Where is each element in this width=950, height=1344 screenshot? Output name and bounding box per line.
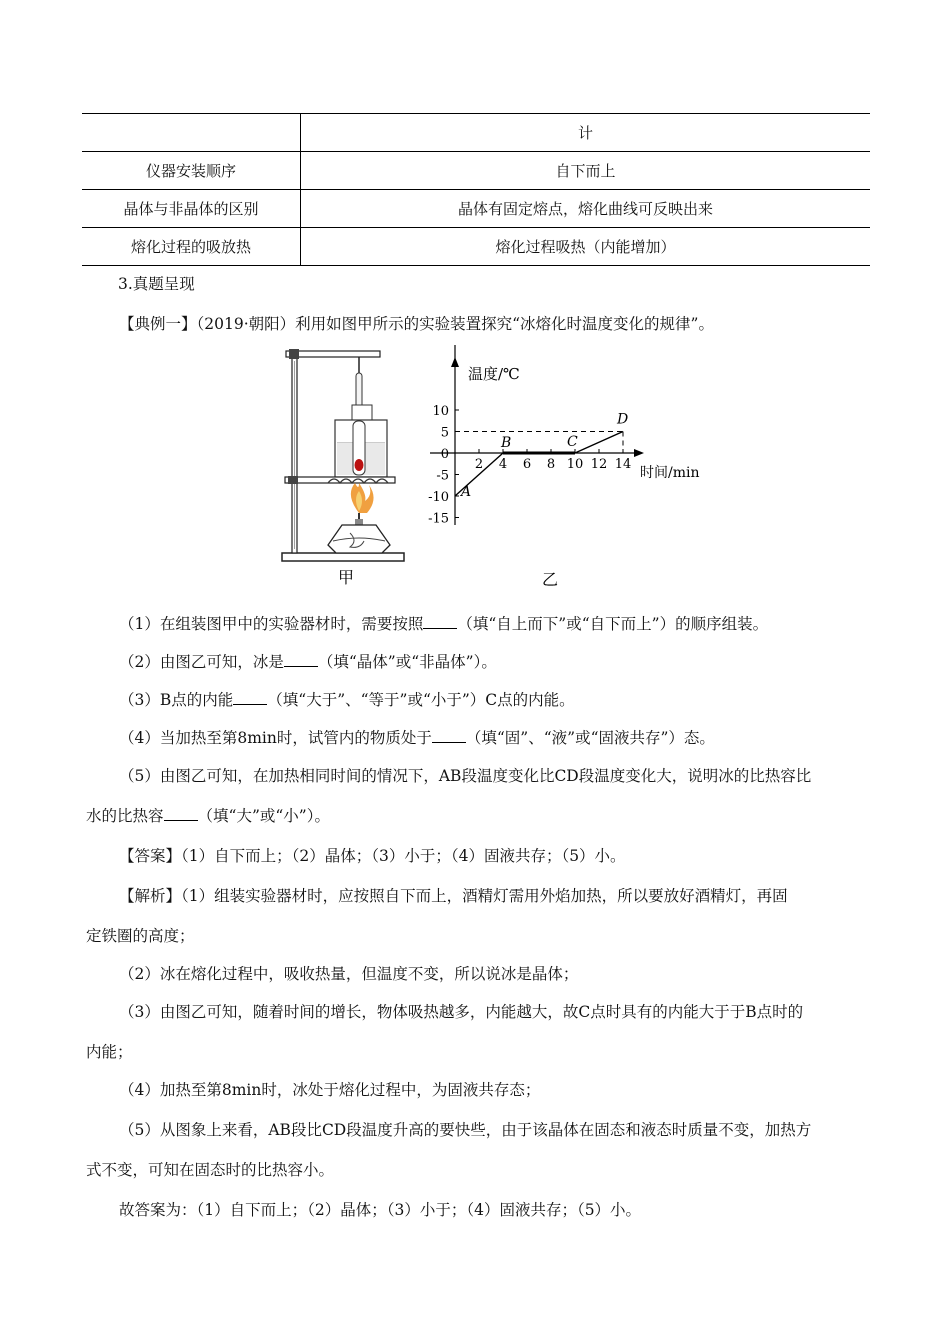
point-label-A: A xyxy=(461,484,472,500)
point-label-D: D xyxy=(617,411,629,428)
temperature-graph xyxy=(428,345,699,527)
q4-text-2: （填“固”、“液”或“固液共存”）态。 xyxy=(465,729,715,747)
x-tick-label: 10 xyxy=(566,457,584,472)
table-row xyxy=(82,228,870,266)
analysis-1: 【解析】（1）组装实验器材时，应按照自下而上，酒精灯需用外焰加热，所以要放好酒精灯，再固 xyxy=(119,887,788,905)
q1-blank[interactable] xyxy=(423,614,457,629)
y-tick-label: -10 xyxy=(428,490,449,505)
y-tick-label: 10 xyxy=(432,404,449,419)
q5-text: 水的比热容 xyxy=(86,807,164,825)
question-5: （5）由图乙可知，在加热相同时间的情况下，AB段温度变化比CD段温度变化大，说明冰的比热容比 xyxy=(119,767,812,785)
y-tick-label: -15 xyxy=(428,511,449,527)
question-4 xyxy=(86,719,866,757)
table-row xyxy=(82,114,870,152)
question-1 xyxy=(86,605,866,643)
x-tick-label: 14 xyxy=(614,457,632,472)
x-tick-label: 2 xyxy=(474,457,484,472)
table-cell-value: 自下而上 xyxy=(301,152,871,190)
table-cell-label: 仪器安装顺序 xyxy=(82,152,301,190)
y-tick-label: 0 xyxy=(440,447,449,462)
x-axis-arrow xyxy=(634,449,644,457)
final-answer: 故答案为：（1）自下而上；（2）晶体；（3）小于；（4）固液共存；（5）小。 xyxy=(119,1201,642,1219)
x-axis-title: 时间/min xyxy=(640,465,700,481)
point-label-C: C xyxy=(567,434,578,450)
analysis-4: （4）加热至第8min时，冰处于熔化过程中，为固液共存态； xyxy=(119,1081,541,1099)
q3-text: （3）B点的内能 xyxy=(119,691,234,709)
q3-text-2: （填“大于”、“等于”或“小于”）C点的内能。 xyxy=(267,691,575,709)
q2-blank[interactable] xyxy=(284,652,318,667)
analysis-5-cont: 式不变，可知在固态时的比热容小。 xyxy=(86,1161,335,1179)
q5-blank[interactable] xyxy=(164,806,198,821)
y-tick-label: 5 xyxy=(440,425,449,441)
x-tick-label: 8 xyxy=(546,457,556,472)
point-label-B: B xyxy=(501,435,512,451)
apparatus-illustration xyxy=(282,349,404,561)
q4-blank[interactable] xyxy=(432,728,466,743)
section-title: 3.真题呈现 xyxy=(118,275,195,293)
table-row xyxy=(82,152,870,190)
question-3 xyxy=(86,681,866,719)
q5-text-2: （填“大”或“小”）。 xyxy=(197,807,330,825)
q4-text: （4）当加热至第8min时，试管内的物质处于 xyxy=(119,729,432,747)
question-2 xyxy=(86,643,866,681)
example-intro: 【典例一】（2019·朝阳）利用如图甲所示的实验装置探究“冰熔化时温度变化的规律”。 xyxy=(119,315,714,333)
q2-text-2: （填“晶体”或“非晶体”）。 xyxy=(317,653,497,671)
figure-label-jia: 甲 xyxy=(338,568,355,587)
question-5-cont xyxy=(86,797,866,835)
analysis-5: （5）从图象上来看，AB段比CD段温度升高的要快些，由于该晶体在固态和液态时质量不变，加热方 xyxy=(119,1121,812,1139)
table-cell-value: 计 xyxy=(301,114,871,152)
analysis-3-cont: 内能； xyxy=(86,1043,133,1061)
x-tick-label: 4 xyxy=(498,457,508,472)
answer: 【答案】（1）自下而上；（2）晶体；（3）小于；（4）固液共存；（5）小。 xyxy=(119,847,626,865)
q1-text: （1）在组装图甲中的实验器材时，需要按照 xyxy=(119,615,424,633)
analysis-2: （2）冰在熔化过程中，吸收热量，但温度不变，所以说冰是晶体； xyxy=(119,965,579,983)
table-cell-label: 熔化过程的吸放热 xyxy=(82,228,301,266)
table-cell-label xyxy=(82,114,301,152)
figure-label-yi: 乙 xyxy=(542,570,559,589)
analysis-3: （3）由图乙可知，随着时间的增长，物体吸热越多，内能越大，故C点时具有的内能大于于B点时的 xyxy=(119,1003,804,1021)
table-cell-value: 熔化过程吸热（内能增加） xyxy=(301,228,871,266)
figure-svg xyxy=(280,345,730,595)
table-row xyxy=(82,190,870,228)
q2-text: （2）由图乙可知，冰是 xyxy=(119,653,284,671)
y-axis-arrow xyxy=(451,357,459,367)
analysis-1-cont: 定铁圈的高度； xyxy=(86,927,195,945)
table-cell-label: 晶体与非晶体的区别 xyxy=(82,190,301,228)
y-axis-title: 温度/℃ xyxy=(468,365,520,383)
y-tick-label: -5 xyxy=(436,468,449,484)
table-cell-value: 晶体有固定熔点，熔化曲线可反映出来 xyxy=(301,190,871,228)
q1-text-2: （填“自上而下”或“自下而上”）的顺序组装。 xyxy=(457,615,769,633)
x-tick-label: 6 xyxy=(522,457,532,472)
q3-blank[interactable] xyxy=(233,690,267,705)
x-tick-label: 12 xyxy=(590,457,608,472)
summary-table xyxy=(82,113,870,266)
experiment-figure xyxy=(280,345,730,595)
